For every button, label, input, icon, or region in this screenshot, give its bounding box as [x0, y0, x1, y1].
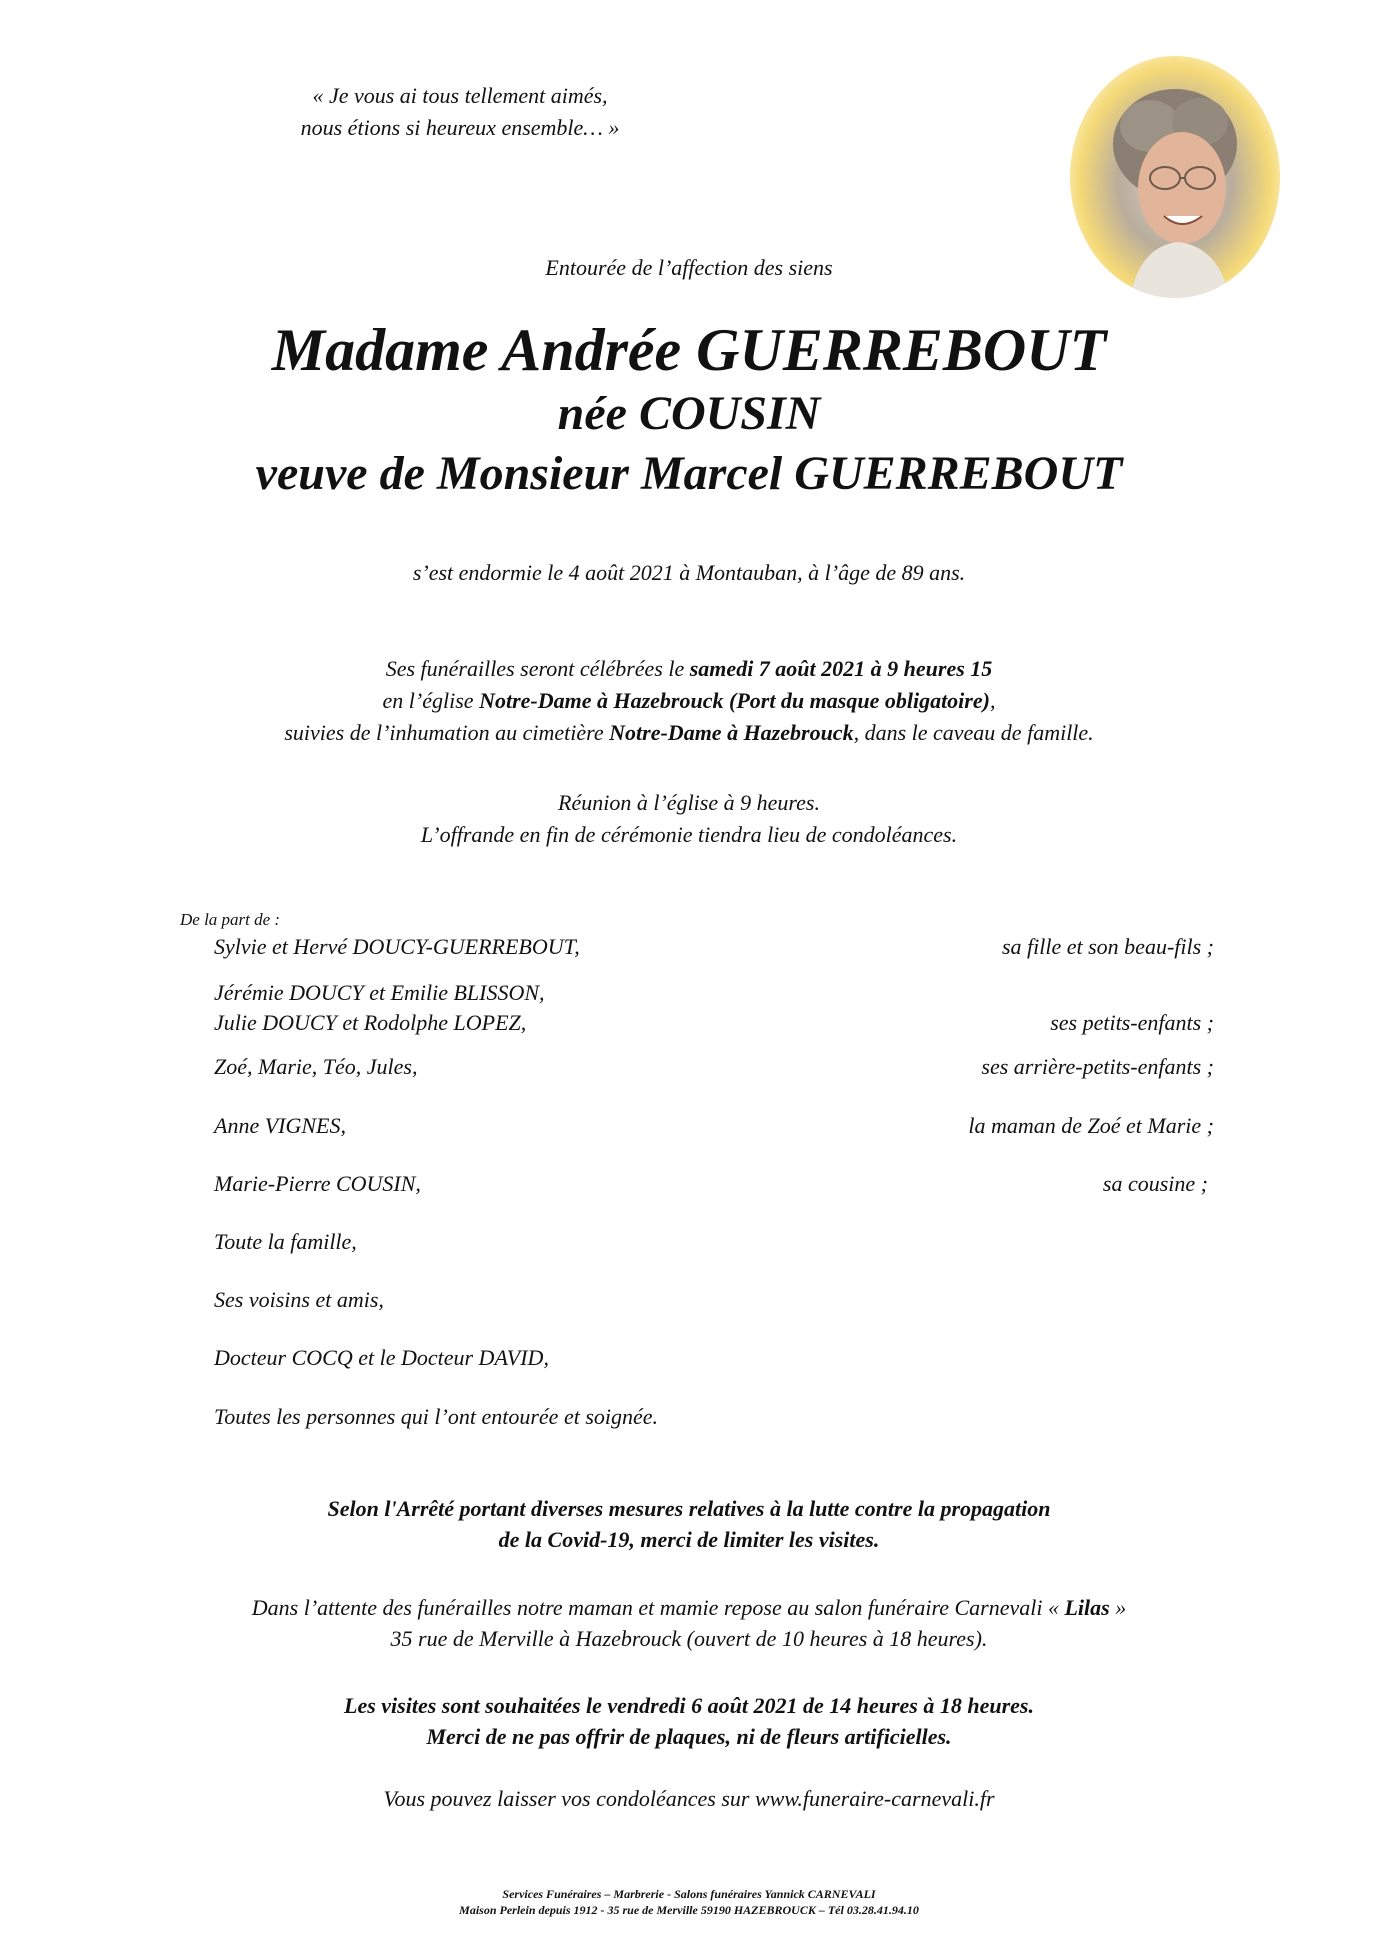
family-row — [214, 1402, 1214, 1432]
salon-room-name: Lilas — [1064, 1595, 1110, 1620]
family-row — [214, 932, 1214, 962]
funeral-text: en l’église — [382, 688, 480, 713]
salon-line-2: 35 rue de Merville à Hazebrouck (ouvert de 10 heures à 18 heures). — [390, 1626, 988, 1651]
funeral-details — [0, 653, 1378, 749]
covid-line-1: Selon l'Arrêté portant diverses mesures relatives à la lutte contre la propagation — [327, 1496, 1051, 1521]
funeral-text: , — [989, 688, 996, 713]
funeral-text: suivies de l’inhumation au cimetière — [284, 720, 610, 745]
family-relation: sa cousine ; — [1102, 1171, 1208, 1196]
family-relation: sa fille et son beau-fils ; — [1001, 934, 1214, 959]
family-member: Ses voisins et amis, — [214, 1287, 384, 1312]
de-la-part-de-label: De la part de : — [180, 910, 281, 929]
salon-line-1 — [0, 1592, 1378, 1623]
family-row — [214, 1169, 1214, 1199]
footer-line-1: Services Funéraires – Marbrerie - Salons funéraires Yannick CARNEVALI — [502, 1887, 876, 1901]
funeral-text: Ses funérailles seront célébrées le — [385, 656, 690, 681]
family-row — [214, 1285, 1214, 1315]
funeral-home-footer — [0, 1886, 1378, 1918]
reunion-line-2: L’offrande en fin de cérémonie tiendra lieu de condoléances. — [420, 822, 958, 847]
family-row — [214, 1227, 1214, 1257]
funeral-date: samedi 7 août 2021 à 9 heures 15 — [689, 656, 993, 681]
footer-line-2: Maison Perlein depuis 1912 - 35 rue de Merville 59190 HAZEBROUCK – Tél 03.28.41.94.10 — [459, 1903, 919, 1917]
epitaph-quote — [260, 80, 660, 144]
intro-text: Entourée de l’affection des siens — [545, 255, 833, 280]
deceased-name: Madame Andrée GUERREBOUT — [271, 317, 1107, 383]
funeral-text: , dans le caveau de famille. — [853, 720, 1094, 745]
cemetery-name: Notre-Dame à Hazebrouck — [609, 720, 854, 745]
covid-line-2: de la Covid-19, merci de limiter les visites. — [498, 1527, 880, 1552]
salon-text: Dans l’attente des funérailles notre maman et mamie repose au salon funéraire Carnevali « — [251, 1595, 1065, 1620]
visit-line-2: Merci de ne pas offrir de plaques, ni de fleurs artificielles. — [426, 1724, 952, 1749]
family-relation: ses petits-enfants ; — [1050, 1010, 1214, 1035]
reunion-line-1: Réunion à l’église à 9 heures. — [558, 790, 820, 815]
reunion-info — [0, 787, 1378, 851]
family-member: Toute la famille, — [214, 1229, 357, 1254]
family-member: Toutes les personnes qui l’ont entourée et soignée. — [214, 1404, 659, 1429]
family-relation: ses arrière-petits-enfants ; — [981, 1054, 1214, 1079]
visit-info — [0, 1690, 1378, 1752]
widow-of: veuve de Monsieur Marcel GUERREBOUT — [255, 447, 1123, 500]
quote-line-2: nous étions si heureux ensemble… » — [300, 115, 620, 140]
family-member: Julie DOUCY et Rodolphe LOPEZ, — [214, 1010, 527, 1035]
salon-text: » — [1109, 1595, 1127, 1620]
family-row — [214, 978, 1214, 1038]
funeral-line-2 — [0, 685, 1378, 717]
family-member: Anne VIGNES, — [214, 1113, 346, 1138]
funeral-line-1 — [0, 653, 1378, 685]
family-member: Zoé, Marie, Téo, Jules, — [214, 1054, 418, 1079]
family-row — [214, 1111, 1214, 1141]
family-member: Marie-Pierre COUSIN, — [214, 1171, 421, 1196]
family-relation: la maman de Zoé et Marie ; — [968, 1113, 1214, 1138]
funeral-salon-info — [0, 1592, 1378, 1654]
visit-line-1: Les visites sont souhaitées le vendredi 6 août 2021 de 14 heures à 18 heures. — [344, 1693, 1034, 1718]
quote-line-1: « Je vous ai tous tellement aimés, — [312, 83, 608, 108]
covid-notice — [0, 1493, 1378, 1555]
family-row — [214, 1052, 1214, 1082]
family-member: Sylvie et Hervé DOUCY-GUERREBOUT, — [214, 934, 580, 959]
death-notice: s’est endormie le 4 août 2021 à Montauban, à l’âge de 89 ans. — [412, 560, 966, 585]
condolences-website: Vous pouvez laisser vos condoléances sur www.funeraire-carnevali.fr — [383, 1786, 995, 1811]
funeral-line-3 — [0, 717, 1378, 749]
funeral-church: Notre-Dame à Hazebrouck (Port du masque obligatoire) — [479, 688, 990, 713]
family-member: Jérémie DOUCY et Emilie BLISSON, — [214, 980, 545, 1005]
maiden-name: née COUSIN — [557, 387, 821, 440]
family-row — [214, 1343, 1214, 1373]
family-member: Docteur COCQ et le Docteur DAVID, — [214, 1345, 549, 1370]
